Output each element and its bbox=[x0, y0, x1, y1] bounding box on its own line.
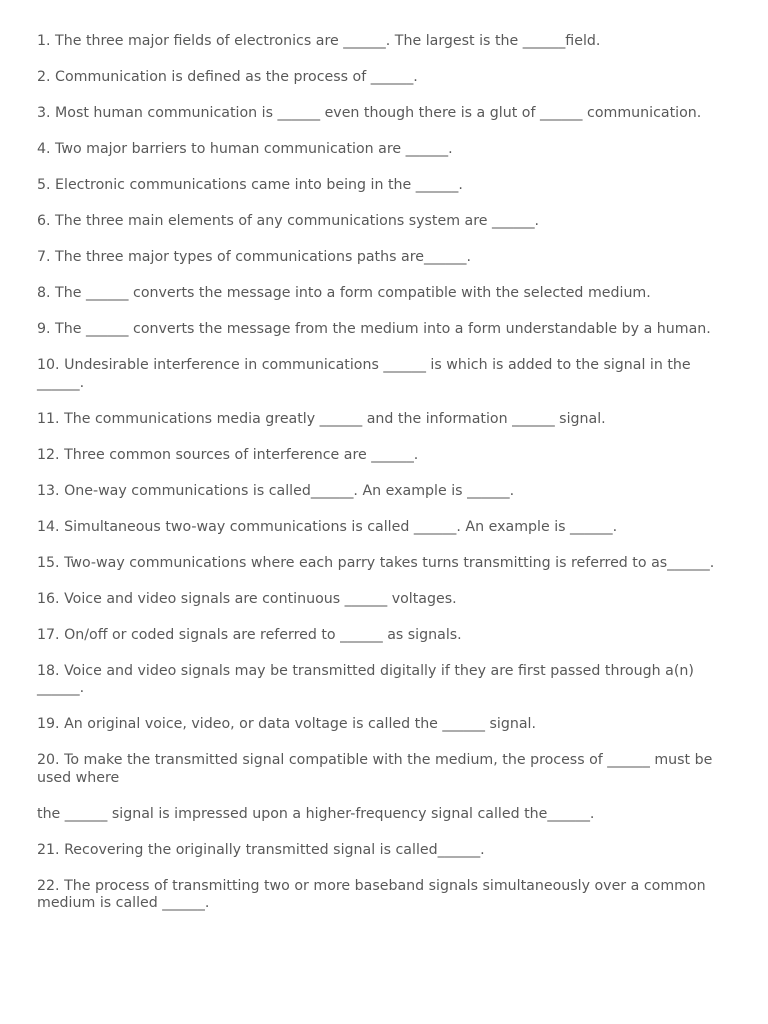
question-8: 8. The ______ converts the message into a form compatible with the selected medium. bbox=[37, 285, 651, 301]
question-17: 17. On/off or coded signals are referred to ______ as signals. bbox=[37, 626, 462, 643]
worksheet bbox=[37, 33, 737, 931]
question-20-continued: the ______ signal is impressed upon a higher-frequency signal called the______. bbox=[37, 805, 595, 822]
question-13: 13. One-way communications is called______. An example is ______. bbox=[37, 482, 515, 499]
question-11: 11. The communications media greatly ______ and the information ______ signal. bbox=[37, 410, 606, 427]
question-12: 12. Three common sources of interference are ______. bbox=[37, 446, 419, 463]
question-1: 1. The three major fields of electronics are ______. The largest is the ______field. bbox=[37, 33, 601, 49]
question-15: 15. Two-way communications where each parry takes turns transmitting is referred to as______. bbox=[37, 554, 715, 571]
question-6: 6. The three main elements of any communications system are ______. bbox=[37, 213, 540, 229]
question-10: 10. Undesirable interference in communications ______ is which is added to the signal in the ______. bbox=[37, 357, 691, 391]
question-2: 2. Communication is defined as the process of ______. bbox=[37, 69, 418, 85]
question-4: 4. Two major barriers to human communication are ______. bbox=[37, 141, 453, 157]
question-3: 3. Most human communication is ______ even though there is a glut of ______ communication. bbox=[37, 105, 702, 121]
question-7: 7. The three major types of communications paths are______. bbox=[37, 249, 472, 265]
question-5: 5. Electronic communications came into being in the ______. bbox=[37, 177, 463, 193]
question-14: 14. Simultaneous two-way communications is called ______. An example is ______. bbox=[37, 518, 618, 535]
question-9: 9. The ______ converts the message from the medium into a form understandable by a human. bbox=[37, 321, 711, 337]
question-20: 20. To make the transmitted signal compatible with the medium, the process of ______ must be used where bbox=[37, 752, 713, 786]
question-19: 19. An original voice, video, or data voltage is called the ______ signal. bbox=[37, 716, 536, 732]
question-16: 16. Voice and video signals are continuous ______ voltages. bbox=[37, 590, 457, 607]
question-21: 21. Recovering the originally transmitted signal is called______. bbox=[37, 841, 485, 858]
question-22: 22. The process of transmitting two or more baseband signals simultaneously over a common medium is called ______. bbox=[37, 877, 706, 911]
question-18: 18. Voice and video signals may be transmitted digitally if they are first passed through a(n) ______. bbox=[37, 662, 694, 696]
